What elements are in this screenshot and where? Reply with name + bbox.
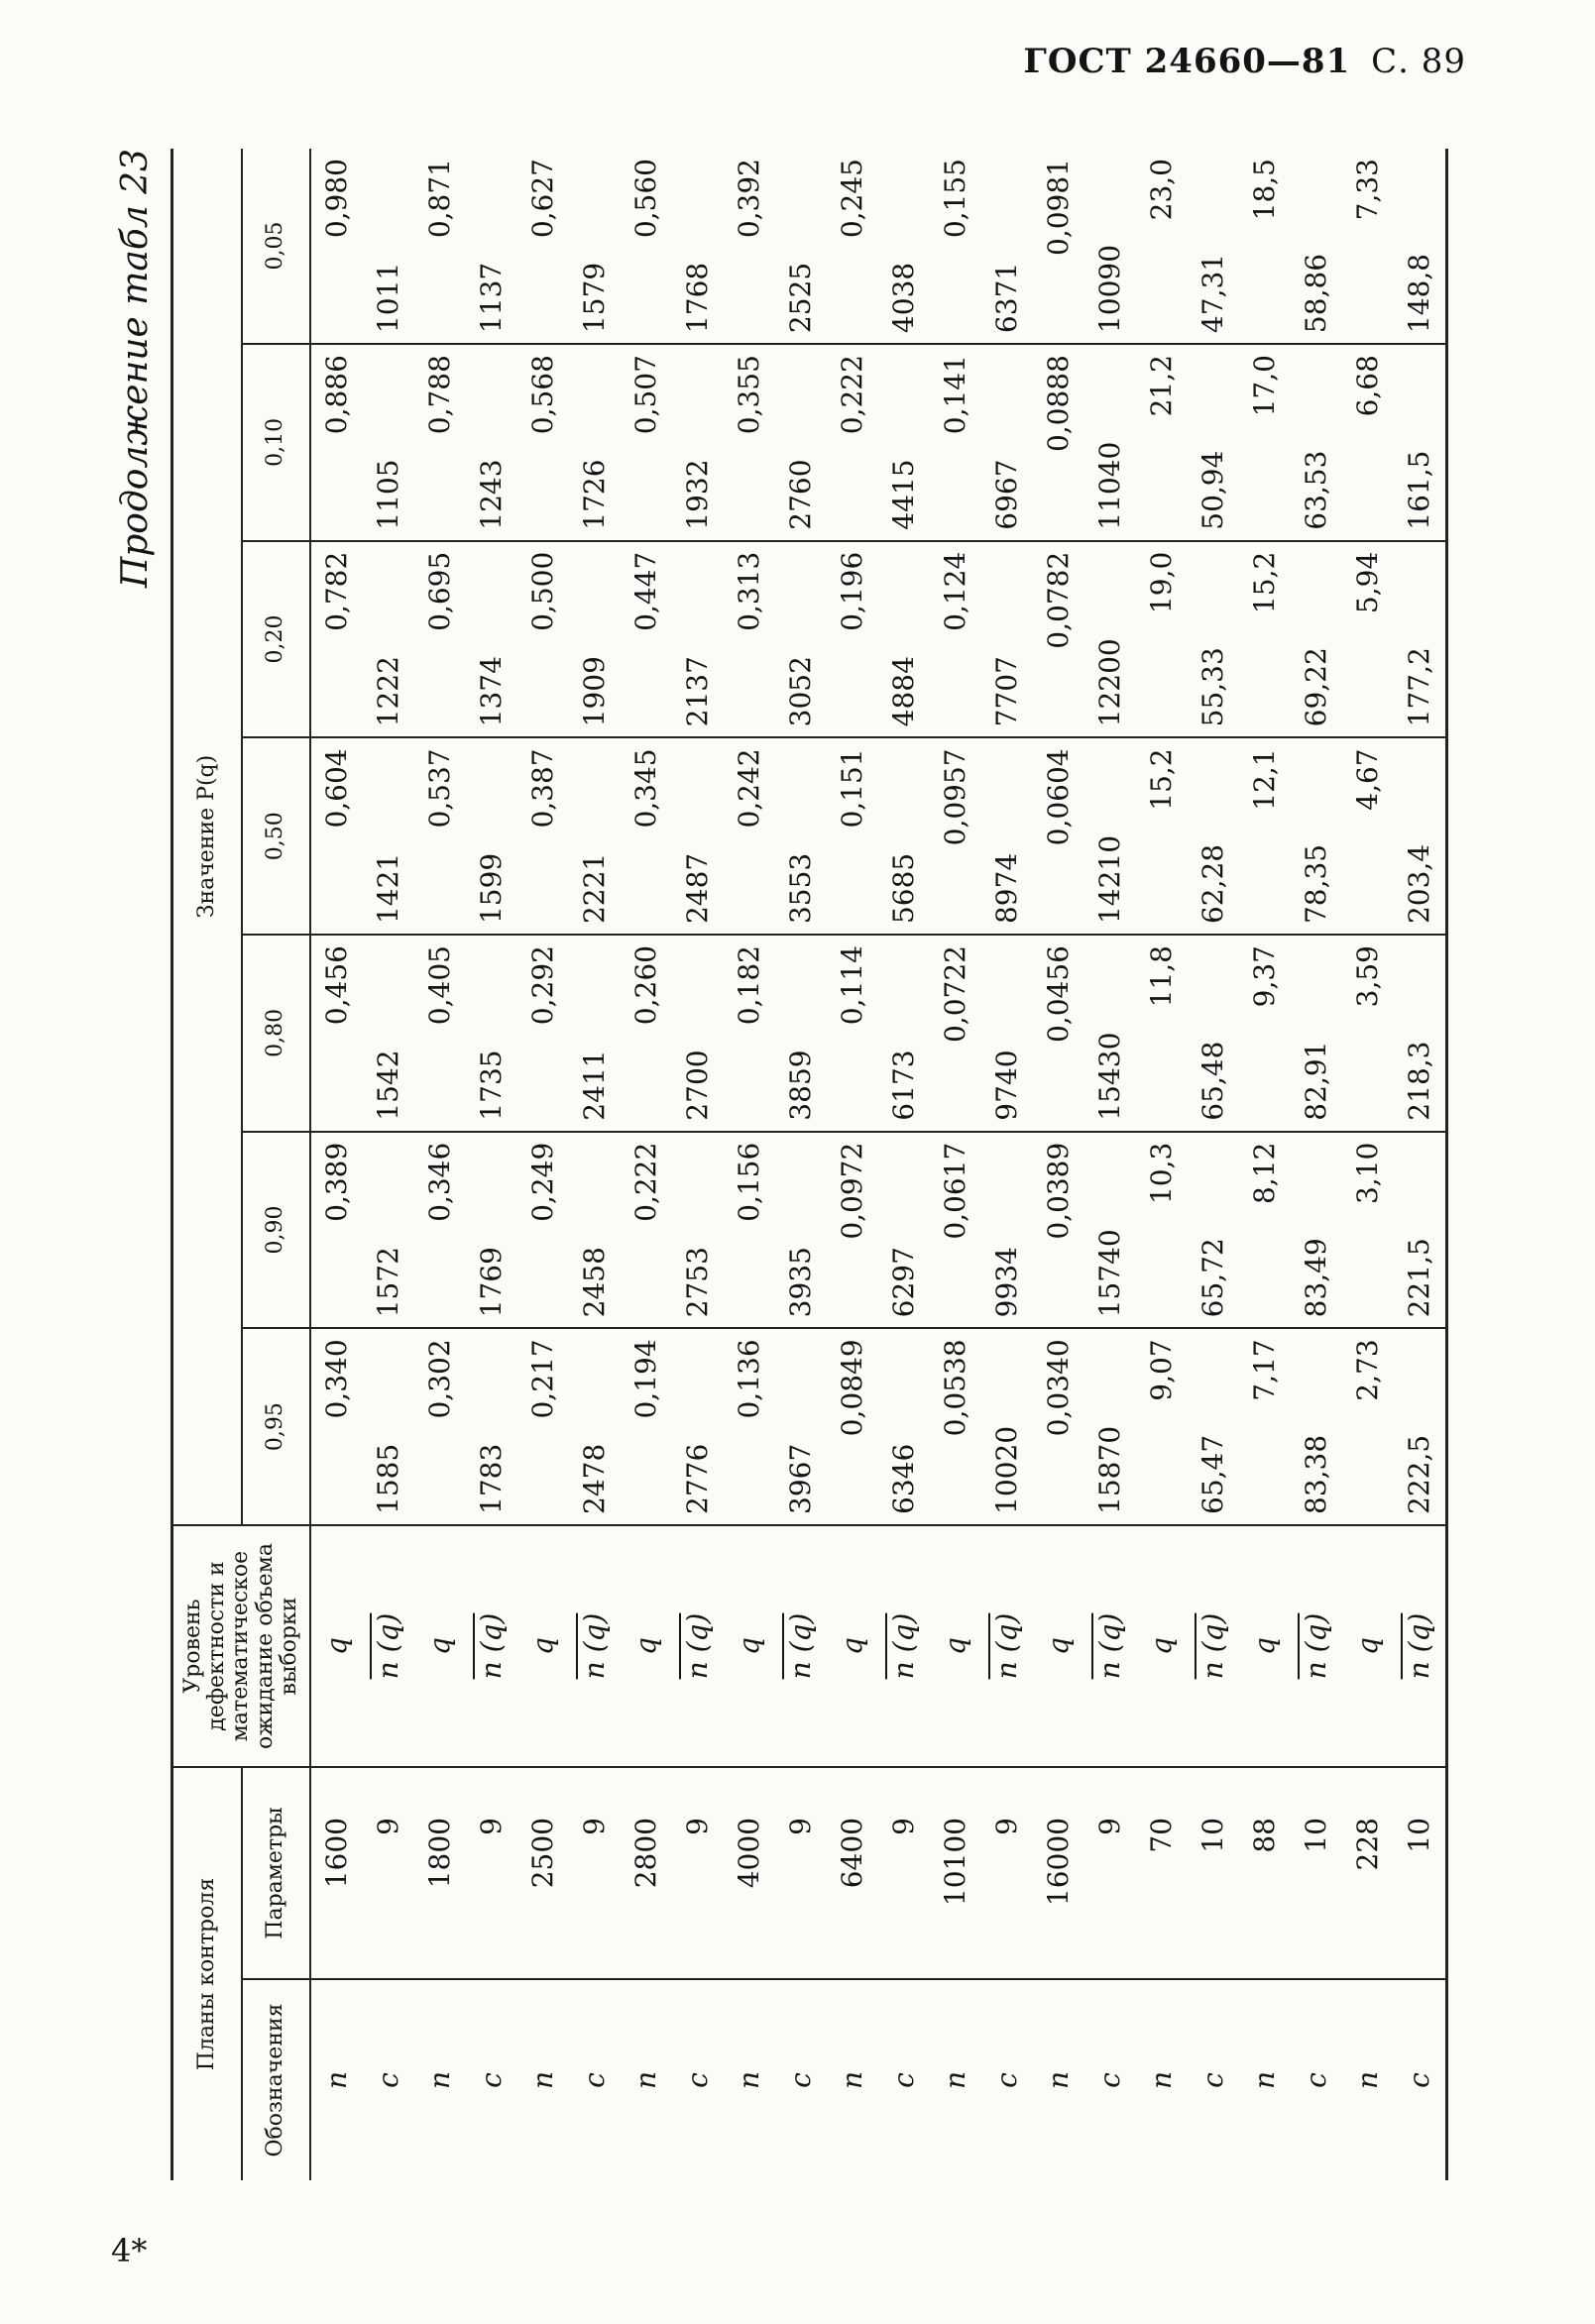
- cell-symbol: n: [836, 2070, 869, 2090]
- cell-symbol: c: [1196, 2072, 1230, 2088]
- cell-metric: [1342, 1525, 1394, 1767]
- header-p-level: 0,20: [242, 541, 310, 738]
- cell-value: 0,249: [517, 1132, 569, 1329]
- cell-param: 9: [569, 1767, 621, 1979]
- cell-value: 0,242: [724, 737, 775, 935]
- cell-value: 0,537: [414, 737, 466, 935]
- header-p-level: 0,95: [242, 1328, 310, 1525]
- table-area: [115, 149, 1467, 2180]
- cell-metric: [1394, 1525, 1447, 1767]
- cell-value: 177,2: [1394, 541, 1447, 738]
- table-caption: Продолжение табл 23: [115, 149, 156, 589]
- cell-metric: [1084, 1525, 1136, 1767]
- cell-value: 0,456: [310, 935, 363, 1132]
- cell-value: 8,12: [1239, 1132, 1291, 1329]
- cell-value: 21,2: [1136, 344, 1188, 541]
- cell-metric-label: n (q): [784, 1612, 818, 1680]
- cell-param: 4000: [724, 1767, 775, 1979]
- cell-value: 1243: [466, 344, 517, 541]
- cell-symbol: c: [1394, 1979, 1447, 2180]
- cell-value: 1932: [672, 344, 724, 541]
- cell-value: 2478: [569, 1328, 621, 1525]
- cell-symbol: n: [423, 2070, 457, 2090]
- cell-symbol: c: [578, 2072, 612, 2088]
- cell-value: 221,5: [1394, 1132, 1447, 1329]
- cell-value: 1579: [569, 149, 621, 344]
- cell-symbol: c: [1300, 2072, 1333, 2088]
- cell-value: 50,94: [1188, 344, 1239, 541]
- cell-metric: [466, 1525, 517, 1767]
- cell-metric: [930, 1525, 981, 1767]
- cell-value: 2525: [775, 149, 827, 344]
- header-values: Значение P(q): [172, 149, 242, 1525]
- cell-value: 161,5: [1394, 344, 1447, 541]
- cell-value: 15,2: [1239, 541, 1291, 738]
- table-row: [1033, 149, 1084, 2180]
- table-row: [1394, 149, 1447, 2180]
- cell-value: 11,8: [1136, 935, 1188, 1132]
- cell-value: 65,72: [1188, 1132, 1239, 1329]
- cell-value: 9740: [981, 935, 1033, 1132]
- cell-metric-label: n (q): [990, 1612, 1024, 1680]
- cell-value: 0,182: [724, 935, 775, 1132]
- cell-param: 1600: [310, 1767, 363, 1979]
- cell-value: 0,114: [827, 935, 878, 1132]
- cell-param: 9: [672, 1767, 724, 1979]
- cell-metric: [1188, 1525, 1239, 1767]
- table-row: [414, 149, 466, 2180]
- cell-symbol: c: [1093, 2072, 1127, 2088]
- cell-value: 0,980: [310, 149, 363, 344]
- cell-param: 9: [878, 1767, 930, 1979]
- cell-value: 3553: [775, 737, 827, 935]
- header-plans: Планы контроля: [172, 1767, 242, 2180]
- cell-value: 63,53: [1291, 344, 1342, 541]
- cell-value: 83,38: [1291, 1328, 1342, 1525]
- cell-metric-label: n (q): [1300, 1612, 1333, 1680]
- cell-value: 4,67: [1342, 737, 1394, 935]
- cell-value: 0,782: [310, 541, 363, 738]
- cell-value: 148,8: [1394, 149, 1447, 344]
- cell-value: 2487: [672, 737, 724, 935]
- page-number: С. 89: [1371, 42, 1466, 81]
- cell-param: 10: [1291, 1767, 1342, 1979]
- cell-value: 0,0782: [1033, 541, 1084, 738]
- cell-value: 6,68: [1342, 344, 1394, 541]
- cell-metric-label: q: [836, 1637, 869, 1655]
- cell-value: 15430: [1084, 935, 1136, 1132]
- cell-value: 0,194: [621, 1328, 672, 1525]
- cell-value: 0,447: [621, 541, 672, 738]
- cell-value: 2753: [672, 1132, 724, 1329]
- cell-value: 15870: [1084, 1328, 1136, 1525]
- table-row: [981, 149, 1033, 2180]
- cell-symbol: n: [1248, 2070, 1282, 2090]
- cell-metric: [363, 1525, 414, 1767]
- cell-param: 2800: [621, 1767, 672, 1979]
- cell-symbol: c: [372, 2072, 405, 2088]
- cell-value: 2,73: [1342, 1328, 1394, 1525]
- cell-symbol: c: [784, 2072, 818, 2088]
- cell-value: 12200: [1084, 541, 1136, 738]
- cell-value: 8974: [981, 737, 1033, 935]
- cell-value: 3052: [775, 541, 827, 738]
- cell-value: 0,0957: [930, 737, 981, 935]
- table-row: [621, 149, 672, 2180]
- cell-value: 0,392: [724, 149, 775, 344]
- cell-value: 0,222: [827, 344, 878, 541]
- cell-value: 3935: [775, 1132, 827, 1329]
- cell-metric: [775, 1525, 827, 1767]
- cell-value: 15740: [1084, 1132, 1136, 1329]
- cell-metric-label: q: [733, 1637, 766, 1655]
- page-mark: 4*: [111, 2232, 148, 2269]
- cell-value: 3,59: [1342, 935, 1394, 1132]
- table-row: [878, 149, 930, 2180]
- data-table: [171, 149, 1448, 2180]
- cell-value: 7707: [981, 541, 1033, 738]
- cell-value: 0,604: [310, 737, 363, 935]
- cell-value: 1783: [466, 1328, 517, 1525]
- cell-metric: [1136, 1525, 1188, 1767]
- header-row-bottom: [242, 149, 310, 2180]
- table-row: [1188, 149, 1239, 2180]
- cell-param: 9: [1084, 1767, 1136, 1979]
- header-params: Параметры: [242, 1767, 310, 1979]
- cell-symbol: n: [1042, 2070, 1076, 2090]
- cell-metric: [569, 1525, 621, 1767]
- cell-value: 2221: [569, 737, 621, 935]
- cell-value: 0,886: [310, 344, 363, 541]
- cell-value: 4884: [878, 541, 930, 738]
- table-row: [466, 149, 517, 2180]
- cell-value: 14210: [1084, 737, 1136, 935]
- table-row: [775, 149, 827, 2180]
- header-row-top: [172, 149, 242, 2180]
- cell-value: 55,33: [1188, 541, 1239, 738]
- cell-value: 10020: [981, 1328, 1033, 1525]
- cell-symbol: n: [733, 2070, 766, 2090]
- cell-value: 1374: [466, 541, 517, 738]
- cell-value: 0,405: [414, 935, 466, 1132]
- cell-symbol: c: [887, 2072, 921, 2088]
- cell-value: 83,49: [1291, 1132, 1342, 1329]
- cell-metric-label: q: [526, 1637, 560, 1655]
- cell-symbol: c: [681, 2072, 715, 2088]
- cell-value: 18,5: [1239, 149, 1291, 344]
- cell-value: 0,222: [621, 1132, 672, 1329]
- table-row: [672, 149, 724, 2180]
- cell-metric-label: n (q): [1093, 1612, 1127, 1680]
- cell-metric: [621, 1525, 672, 1767]
- table-row: [724, 149, 775, 2180]
- cell-param: 10: [1394, 1767, 1447, 1979]
- cell-value: 9,07: [1136, 1328, 1188, 1525]
- table-row: [569, 149, 621, 2180]
- cell-value: 0,196: [827, 541, 878, 738]
- cell-value: 10,3: [1136, 1132, 1188, 1329]
- cell-metric-label: q: [1145, 1637, 1179, 1655]
- cell-value: 1735: [466, 935, 517, 1132]
- table-row: [1291, 149, 1342, 2180]
- cell-value: 2760: [775, 344, 827, 541]
- cell-symbol: n: [320, 2070, 354, 2090]
- cell-metric-label: n (q): [681, 1612, 715, 1680]
- cell-metric-label: n (q): [1403, 1612, 1436, 1680]
- cell-value: 222,5: [1394, 1328, 1447, 1525]
- cell-symbol: c: [990, 2072, 1024, 2088]
- cell-value: 0,302: [414, 1328, 466, 1525]
- cell-value: 0,387: [517, 737, 569, 935]
- cell-value: 1726: [569, 344, 621, 541]
- cell-value: 3967: [775, 1328, 827, 1525]
- cell-param: 10: [1188, 1767, 1239, 1979]
- cell-value: 0,788: [414, 344, 466, 541]
- cell-value: 2137: [672, 541, 724, 738]
- cell-value: 1105: [363, 344, 414, 541]
- cell-value: 0,155: [930, 149, 981, 344]
- header-p-level: 0,50: [242, 737, 310, 935]
- cell-value: 9,37: [1239, 935, 1291, 1132]
- cell-value: 7,33: [1342, 149, 1394, 344]
- cell-param: 6400: [827, 1767, 878, 1979]
- cell-param: 2500: [517, 1767, 569, 1979]
- table-row: [310, 149, 363, 2180]
- cell-value: 203,4: [1394, 737, 1447, 935]
- cell-value: 0,217: [517, 1328, 569, 1525]
- cell-value: 1222: [363, 541, 414, 738]
- cell-metric: [517, 1525, 569, 1767]
- cell-value: 0,260: [621, 935, 672, 1132]
- cell-value: 6173: [878, 935, 930, 1132]
- cell-value: 0,871: [414, 149, 466, 344]
- cell-value: 2458: [569, 1132, 621, 1329]
- cell-value: 0,560: [621, 149, 672, 344]
- cell-value: 0,292: [517, 935, 569, 1132]
- cell-metric-label: q: [1248, 1637, 1282, 1655]
- cell-value: 10090: [1084, 149, 1136, 344]
- cell-value: 1572: [363, 1132, 414, 1329]
- cell-value: 6297: [878, 1132, 930, 1329]
- cell-metric: [827, 1525, 878, 1767]
- cell-value: 0,568: [517, 344, 569, 541]
- cell-value: 1768: [672, 149, 724, 344]
- table-row: [1239, 149, 1291, 2180]
- table-row: [1136, 149, 1188, 2180]
- cell-metric-label: n (q): [1196, 1612, 1230, 1680]
- cell-value: 4038: [878, 149, 930, 344]
- cell-symbol: c: [475, 2072, 509, 2088]
- table-body: [310, 149, 1447, 2180]
- cell-metric-label: q: [1351, 1637, 1385, 1655]
- table-row: [517, 149, 569, 2180]
- cell-value: 15,2: [1136, 737, 1188, 935]
- cell-value: 0,627: [517, 149, 569, 344]
- cell-value: 9934: [981, 1132, 1033, 1329]
- cell-value: 4415: [878, 344, 930, 541]
- cell-param: 9: [775, 1767, 827, 1979]
- cell-metric-label: q: [939, 1637, 972, 1655]
- cell-value: 69,22: [1291, 541, 1342, 738]
- cell-value: 65,47: [1188, 1328, 1239, 1525]
- cell-symbol: n: [629, 2070, 663, 2090]
- cell-value: 2700: [672, 935, 724, 1132]
- cell-value: 6967: [981, 344, 1033, 541]
- cell-value: 47,31: [1188, 149, 1239, 344]
- cell-value: 0,500: [517, 541, 569, 738]
- cell-value: 6371: [981, 149, 1033, 344]
- cell-param: 1800: [414, 1767, 466, 1979]
- table-row: [1342, 149, 1394, 2180]
- cell-metric: [1033, 1525, 1084, 1767]
- cell-value: 0,141: [930, 344, 981, 541]
- cell-value: 1585: [363, 1328, 414, 1525]
- cell-metric: [310, 1525, 363, 1767]
- cell-param: 9: [981, 1767, 1033, 1979]
- cell-param: 10100: [930, 1767, 981, 1979]
- cell-symbol: n: [1145, 2070, 1179, 2090]
- cell-value: 0,245: [827, 149, 878, 344]
- cell-param: 228: [1342, 1767, 1394, 1979]
- cell-value: 0,355: [724, 344, 775, 541]
- header-metric: Уровень дефектности и математическое ожидание объема выборки: [172, 1525, 310, 1767]
- cell-metric: [981, 1525, 1033, 1767]
- page-header: [1023, 42, 1466, 81]
- cell-symbol: n: [526, 2070, 560, 2090]
- cell-value: 0,0456: [1033, 935, 1084, 1132]
- cell-value: 0,124: [930, 541, 981, 738]
- cell-value: 65,48: [1188, 935, 1239, 1132]
- cell-value: 17,0: [1239, 344, 1291, 541]
- cell-value: 0,346: [414, 1132, 466, 1329]
- cell-value: 0,151: [827, 737, 878, 935]
- cell-value: 0,345: [621, 737, 672, 935]
- cell-metric-label: n (q): [475, 1612, 509, 1680]
- cell-metric: [414, 1525, 466, 1767]
- cell-param: 70: [1136, 1767, 1188, 1979]
- cell-value: 12,1: [1239, 737, 1291, 935]
- cell-value: 78,35: [1291, 737, 1342, 935]
- header-p-level: 0,80: [242, 935, 310, 1132]
- header-p-level: 0,90: [242, 1132, 310, 1329]
- cell-value: 82,91: [1291, 935, 1342, 1132]
- cell-value: 0,0981: [1033, 149, 1084, 344]
- cell-param: 9: [363, 1767, 414, 1979]
- cell-value: 1769: [466, 1132, 517, 1329]
- cell-value: 0,156: [724, 1132, 775, 1329]
- cell-value: 0,313: [724, 541, 775, 738]
- cell-metric: [672, 1525, 724, 1767]
- cell-value: 3859: [775, 935, 827, 1132]
- cell-value: 0,0604: [1033, 737, 1084, 935]
- cell-metric: [1291, 1525, 1342, 1767]
- cell-metric: [878, 1525, 930, 1767]
- header-symbols: Обозначения: [242, 1979, 310, 2180]
- cell-value: 218,3: [1394, 935, 1447, 1132]
- table-row: [930, 149, 981, 2180]
- cell-value: 0,0888: [1033, 344, 1084, 541]
- cell-value: 5,94: [1342, 541, 1394, 738]
- table-row: [363, 149, 414, 2180]
- cell-metric: [1239, 1525, 1291, 1767]
- cell-value: 23,0: [1136, 149, 1188, 344]
- cell-param: 16000: [1033, 1767, 1084, 1979]
- cell-value: 3,10: [1342, 1132, 1394, 1329]
- cell-value: 19,0: [1136, 541, 1188, 738]
- cell-value: 1909: [569, 541, 621, 738]
- cell-value: 1011: [363, 149, 414, 344]
- cell-metric-label: q: [423, 1637, 457, 1655]
- cell-value: 58,86: [1291, 149, 1342, 344]
- table-row: [827, 149, 878, 2180]
- cell-value: 2411: [569, 935, 621, 1132]
- cell-value: 1137: [466, 149, 517, 344]
- cell-value: 1421: [363, 737, 414, 935]
- cell-value: 11040: [1084, 344, 1136, 541]
- cell-value: 62,28: [1188, 737, 1239, 935]
- cell-value: 0,389: [310, 1132, 363, 1329]
- cell-param: 9: [466, 1767, 517, 1979]
- cell-value: 2776: [672, 1328, 724, 1525]
- cell-value: 0,0617: [930, 1132, 981, 1329]
- cell-value: 0,507: [621, 344, 672, 541]
- cell-metric-label: n (q): [372, 1612, 405, 1680]
- cell-value: 0,0722: [930, 935, 981, 1132]
- cell-value: 6346: [878, 1328, 930, 1525]
- cell-metric-label: q: [320, 1637, 354, 1655]
- cell-metric-label: n (q): [887, 1612, 921, 1680]
- standard-number: ГОСТ 24660—81: [1023, 42, 1351, 81]
- cell-value: 0,0849: [827, 1328, 878, 1525]
- cell-value: 0,695: [414, 541, 466, 738]
- cell-param: 88: [1239, 1767, 1291, 1979]
- cell-value: 1542: [363, 935, 414, 1132]
- cell-symbol: n: [939, 2070, 972, 2090]
- cell-metric-label: n (q): [578, 1612, 612, 1680]
- cell-value: 0,340: [310, 1328, 363, 1525]
- header-p-level: 0,05: [242, 149, 310, 344]
- cell-value: 7,17: [1239, 1328, 1291, 1525]
- cell-value: 1599: [466, 737, 517, 935]
- cell-metric: [724, 1525, 775, 1767]
- cell-symbol: n: [1351, 2070, 1385, 2090]
- cell-metric-label: q: [1042, 1637, 1076, 1655]
- cell-value: 0,0389: [1033, 1132, 1084, 1329]
- cell-metric-label: q: [629, 1637, 663, 1655]
- cell-value: 0,0340: [1033, 1328, 1084, 1525]
- cell-value: 0,0972: [827, 1132, 878, 1329]
- rotated-table-frame: [115, 149, 1467, 2180]
- cell-value: 0,136: [724, 1328, 775, 1525]
- cell-value: 5685: [878, 737, 930, 935]
- cell-value: 0,0538: [930, 1328, 981, 1525]
- header-p-level: 0,10: [242, 344, 310, 541]
- table-row: [1084, 149, 1136, 2180]
